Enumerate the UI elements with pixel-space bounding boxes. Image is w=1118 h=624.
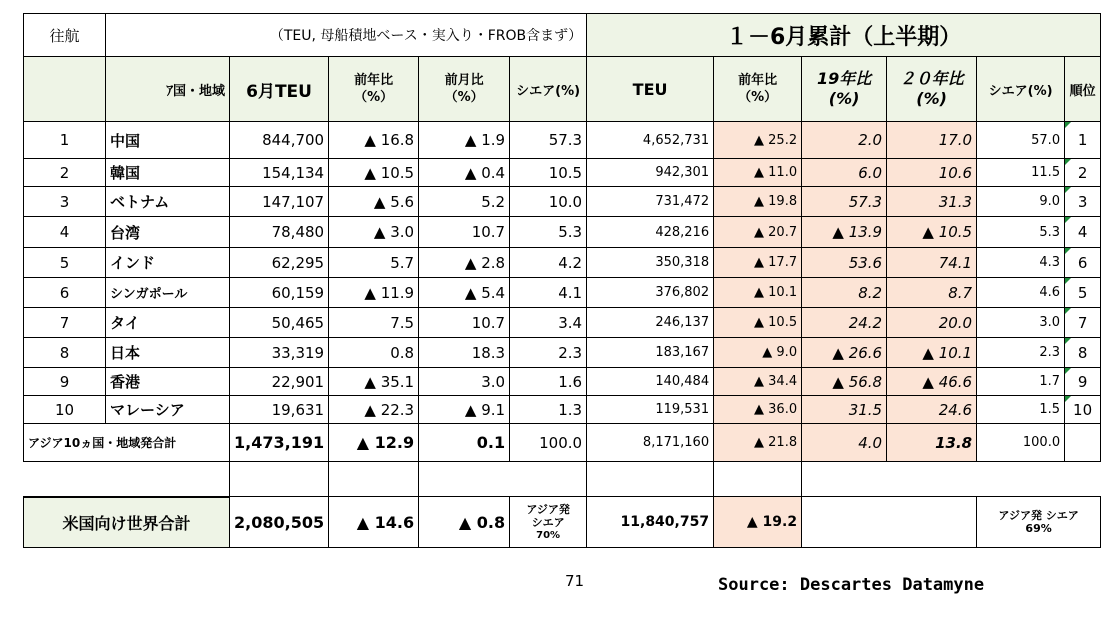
cum-share-note-line-2: 69% <box>1025 522 1052 535</box>
table-row <box>24 187 1101 217</box>
row-cum-share: 4.3 <box>977 248 1065 278</box>
world-total-mom: ▲ 0.8 <box>419 497 510 548</box>
spacer-row <box>24 462 1101 497</box>
row-vs20: 20.0 <box>887 308 977 338</box>
row-mom: 10.7 <box>419 308 510 338</box>
row-mom: 5.2 <box>419 187 510 217</box>
row-teu: 376,802 <box>587 278 714 308</box>
row-yoy: ▲ 5.6 <box>329 187 419 217</box>
table-row <box>24 338 1101 368</box>
row-yoy: 0.8 <box>329 338 419 368</box>
row-vs19: ▲ 56.8 <box>802 368 887 396</box>
row-rank: 7 <box>1065 308 1101 338</box>
asia-total-label: アジア10ヵ国・地域発合計 <box>24 424 230 462</box>
row-cum-yoy: ▲ 10.5 <box>714 308 802 338</box>
header-yoy: 前年比 （%） <box>329 57 419 122</box>
row-yoy: ▲ 16.8 <box>329 122 419 159</box>
row-share: 3.4 <box>510 308 587 338</box>
row-rank: 9 <box>1065 368 1101 396</box>
row-vs20: ▲ 10.1 <box>887 338 977 368</box>
row-rank: 6 <box>1065 248 1101 278</box>
header-share: シエア(%) <box>510 57 587 122</box>
row-mom: ▲ 1.9 <box>419 122 510 159</box>
row-rank: 5 <box>1065 278 1101 308</box>
row-june-teu: 33,319 <box>230 338 329 368</box>
row-june-teu: 62,295 <box>230 248 329 278</box>
row-cum-yoy: ▲ 20.7 <box>714 217 802 248</box>
row-rank: 1 <box>1065 122 1101 159</box>
unit-note: （TEU, 母船積地ベース・実入り・FROB含まず） <box>106 14 587 57</box>
table-row <box>24 159 1101 187</box>
table-row <box>24 217 1101 248</box>
row-vs20: 24.6 <box>887 396 977 424</box>
row-vs19: 6.0 <box>802 159 887 187</box>
row-teu: 119,531 <box>587 396 714 424</box>
row-rank: 10 <box>1065 396 1101 424</box>
row-rank: 2 <box>1065 159 1101 187</box>
row-yoy: ▲ 3.0 <box>329 217 419 248</box>
row-country: シンガポール <box>106 278 230 308</box>
table-row <box>24 122 1101 159</box>
row-vs19: ▲ 26.6 <box>802 338 887 368</box>
world-total-june-teu: 2,080,505 <box>230 497 329 548</box>
header-cum-share: シエア(%) <box>977 57 1065 122</box>
row-cum-yoy: ▲ 17.7 <box>714 248 802 278</box>
row-share: 4.1 <box>510 278 587 308</box>
row-yoy: ▲ 10.5 <box>329 159 419 187</box>
row-cum-yoy: ▲ 34.4 <box>714 368 802 396</box>
world-total-teu: 11,840,757 <box>587 497 714 548</box>
row-vs20: 31.3 <box>887 187 977 217</box>
asia-total-vs20: 13.8 <box>887 424 977 462</box>
asia-total-mom: 0.1 <box>419 424 510 462</box>
row-no: 7 <box>24 308 106 338</box>
row-mom: 18.3 <box>419 338 510 368</box>
asia-total-cum-share: 100.0 <box>977 424 1065 462</box>
row-teu: 350,318 <box>587 248 714 278</box>
header-teu: TEU <box>587 57 714 122</box>
asia-total-vs19: 4.0 <box>802 424 887 462</box>
asia-total-teu: 8,171,160 <box>587 424 714 462</box>
row-june-teu: 19,631 <box>230 396 329 424</box>
row-share: 57.3 <box>510 122 587 159</box>
asia-total-june-teu: 1,473,191 <box>230 424 329 462</box>
row-no: 10 <box>24 396 106 424</box>
asia-total-share: 100.0 <box>510 424 587 462</box>
row-yoy: 5.7 <box>329 248 419 278</box>
row-country: 台湾 <box>106 217 230 248</box>
table-row <box>24 368 1101 396</box>
row-vs20: ▲ 46.6 <box>887 368 977 396</box>
row-teu: 246,137 <box>587 308 714 338</box>
row-share: 1.6 <box>510 368 587 396</box>
row-share: 1.3 <box>510 396 587 424</box>
row-vs19: 57.3 <box>802 187 887 217</box>
table-row <box>24 248 1101 278</box>
row-teu: 140,484 <box>587 368 714 396</box>
asia-total-yoy: ▲ 12.9 <box>329 424 419 462</box>
world-total-row <box>24 497 1101 548</box>
cumulative-title: １－6月累計（上半期） <box>587 14 1101 57</box>
row-vs19: 24.2 <box>802 308 887 338</box>
row-no: 3 <box>24 187 106 217</box>
world-total-label: 米国向け世界合計 <box>24 497 230 548</box>
row-vs20: 10.6 <box>887 159 977 187</box>
row-june-teu: 154,134 <box>230 159 329 187</box>
row-cum-share: 2.3 <box>977 338 1065 368</box>
share-note-line-1: アジア発 <box>526 502 570 516</box>
row-cum-yoy: ▲ 9.0 <box>714 338 802 368</box>
row-june-teu: 22,901 <box>230 368 329 396</box>
row-share: 4.2 <box>510 248 587 278</box>
cum-share-note-line-1: アジア発 シエア <box>998 509 1079 522</box>
row-mom: ▲ 9.1 <box>419 396 510 424</box>
header-rank: 順位 <box>1065 57 1101 122</box>
row-no: 6 <box>24 278 106 308</box>
header-june-teu: 6月TEU <box>230 57 329 122</box>
row-yoy: ▲ 35.1 <box>329 368 419 396</box>
row-cum-share: 3.0 <box>977 308 1065 338</box>
row-cum-yoy: ▲ 11.0 <box>714 159 802 187</box>
row-cum-share: 57.0 <box>977 122 1065 159</box>
share-note-line-2: シエア <box>531 515 565 529</box>
row-country: タイ <box>106 308 230 338</box>
row-mom: 3.0 <box>419 368 510 396</box>
row-teu: 428,216 <box>587 217 714 248</box>
header-country: ｱ国・地域 <box>106 57 230 122</box>
row-country: マレーシア <box>106 396 230 424</box>
row-cum-share: 1.7 <box>977 368 1065 396</box>
row-vs20: 74.1 <box>887 248 977 278</box>
row-cum-share: 1.5 <box>977 396 1065 424</box>
world-total-cum-yoy: ▲ 19.2 <box>714 497 802 548</box>
row-vs19: 31.5 <box>802 396 887 424</box>
table-row <box>24 278 1101 308</box>
header-vs19: 19年比 (%) <box>802 57 887 122</box>
row-yoy: ▲ 11.9 <box>329 278 419 308</box>
row-cum-yoy: ▲ 19.8 <box>714 187 802 217</box>
row-cum-yoy: ▲ 25.2 <box>714 122 802 159</box>
row-june-teu: 147,107 <box>230 187 329 217</box>
row-teu: 942,301 <box>587 159 714 187</box>
header-mom: 前月比 （%） <box>419 57 510 122</box>
row-country: 中国 <box>106 122 230 159</box>
row-teu: 4,652,731 <box>587 122 714 159</box>
row-vs19: 2.0 <box>802 122 887 159</box>
row-no: 5 <box>24 248 106 278</box>
row-share: 10.5 <box>510 159 587 187</box>
direction-label: 往航 <box>24 14 106 57</box>
row-teu: 183,167 <box>587 338 714 368</box>
row-country: ベトナム <box>106 187 230 217</box>
row-no: 8 <box>24 338 106 368</box>
world-total-share-note <box>510 497 587 548</box>
world-total-yoy: ▲ 14.6 <box>329 497 419 548</box>
row-mom: ▲ 0.4 <box>419 159 510 187</box>
table-row <box>24 308 1101 338</box>
row-vs20: 8.7 <box>887 278 977 308</box>
row-no: 9 <box>24 368 106 396</box>
row-cum-share: 11.5 <box>977 159 1065 187</box>
row-no: 1 <box>24 122 106 159</box>
row-mom: 10.7 <box>419 217 510 248</box>
row-vs19: ▲ 13.9 <box>802 217 887 248</box>
row-june-teu: 78,480 <box>230 217 329 248</box>
asia-total-rank <box>1065 424 1101 462</box>
row-cum-yoy: ▲ 10.1 <box>714 278 802 308</box>
asia-total-row <box>24 424 1101 462</box>
row-june-teu: 60,159 <box>230 278 329 308</box>
header-vs20: ２０年比 (%) <box>887 57 977 122</box>
row-country: インド <box>106 248 230 278</box>
row-rank: 4 <box>1065 217 1101 248</box>
row-vs20: ▲ 10.5 <box>887 217 977 248</box>
teu-statistics-table <box>23 13 1101 548</box>
row-country: 日本 <box>106 338 230 368</box>
row-yoy: ▲ 22.3 <box>329 396 419 424</box>
world-total-cum-share-note <box>977 497 1101 548</box>
row-cum-share: 4.6 <box>977 278 1065 308</box>
row-vs19: 53.6 <box>802 248 887 278</box>
header-cum-yoy: 前年比 （%） <box>714 57 802 122</box>
asia-total-cum-yoy: ▲ 21.8 <box>714 424 802 462</box>
row-share: 2.3 <box>510 338 587 368</box>
page-number: 71 <box>565 572 585 590</box>
row-june-teu: 50,465 <box>230 308 329 338</box>
row-no: 4 <box>24 217 106 248</box>
row-mom: ▲ 5.4 <box>419 278 510 308</box>
row-june-teu: 844,700 <box>230 122 329 159</box>
table-row <box>24 396 1101 424</box>
row-teu: 731,472 <box>587 187 714 217</box>
row-share: 10.0 <box>510 187 587 217</box>
row-mom: ▲ 2.8 <box>419 248 510 278</box>
row-country: 韓国 <box>106 159 230 187</box>
row-rank: 8 <box>1065 338 1101 368</box>
row-cum-share: 9.0 <box>977 187 1065 217</box>
row-cum-yoy: ▲ 36.0 <box>714 396 802 424</box>
row-rank: 3 <box>1065 187 1101 217</box>
header-no <box>24 57 106 122</box>
source-credit: Source: Descartes Datamyne <box>718 575 985 595</box>
row-yoy: 7.5 <box>329 308 419 338</box>
row-vs20: 17.0 <box>887 122 977 159</box>
share-note-line-3: 70% <box>536 529 561 541</box>
row-no: 2 <box>24 159 106 187</box>
row-country: 香港 <box>106 368 230 396</box>
row-cum-share: 5.3 <box>977 217 1065 248</box>
row-share: 5.3 <box>510 217 587 248</box>
row-vs19: 8.2 <box>802 278 887 308</box>
